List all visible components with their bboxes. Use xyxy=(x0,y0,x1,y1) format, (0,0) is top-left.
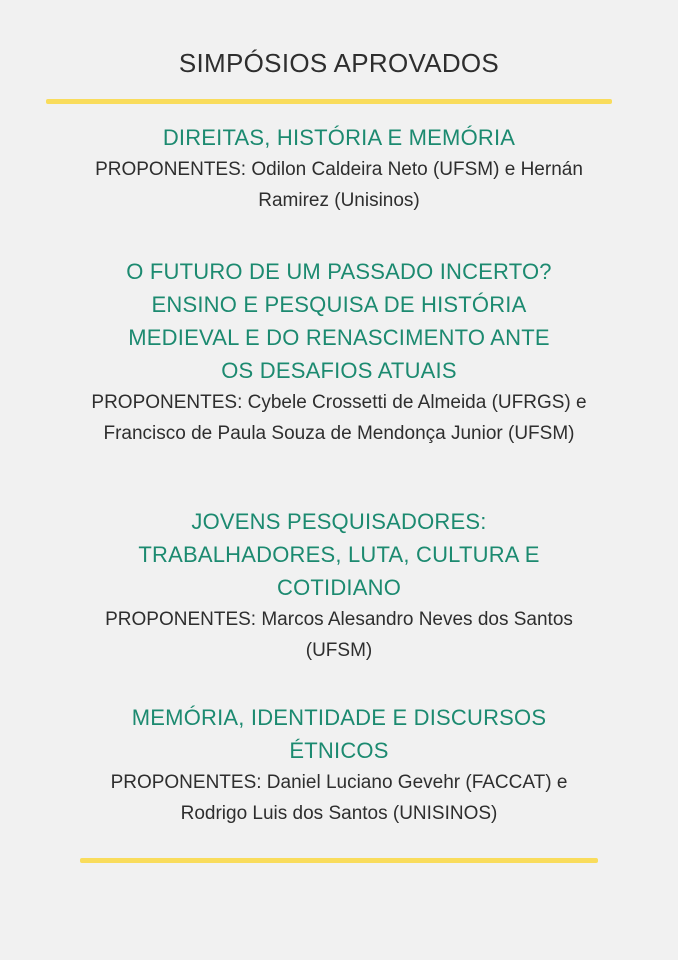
top-divider xyxy=(46,99,612,104)
symposium-item xyxy=(40,255,638,449)
page-title: SIMPÓSIOS APROVADOS xyxy=(178,48,500,78)
bottom-divider xyxy=(80,858,598,863)
symposium-proponents: PROPONENTES: Marcos Alesandro Neves dos Santos (UFSM) xyxy=(105,609,573,661)
symposium-item xyxy=(40,121,638,216)
symposium-title: JOVENS PESQUISADORES: TRABALHADORES, LUTA, CULTURA E COTIDIANO xyxy=(138,509,540,600)
symposium-title: MEMÓRIA, IDENTIDADE E DISCURSOS ÉTNICOS xyxy=(131,705,547,763)
symposium-title: DIREITAS, HISTÓRIA E MEMÓRIA xyxy=(162,125,516,150)
symposium-title: O FUTURO DE UM PASSADO INCERTO? ENSINO E PESQUISA DE HISTÓRIA MEDIEVAL E DO RENASCIMENTO ANTE OS DESAFIOS ATUAIS xyxy=(126,259,552,383)
symposium-item xyxy=(40,701,638,829)
symposium-item xyxy=(40,505,638,666)
symposium-proponents: PROPONENTES: Daniel Luciano Gevehr (FACCAT) e Rodrigo Luis dos Santos (UNISINOS) xyxy=(110,772,568,824)
symposium-proponents: PROPONENTES: Cybele Crossetti de Almeida (UFRGS) e Francisco de Paula Souza de Mendonça Junior (UFSM) xyxy=(91,392,587,444)
symposium-proponents: PROPONENTES: Odilon Caldeira Neto (UFSM) e Hernán Ramirez (Unisinos) xyxy=(95,159,583,211)
